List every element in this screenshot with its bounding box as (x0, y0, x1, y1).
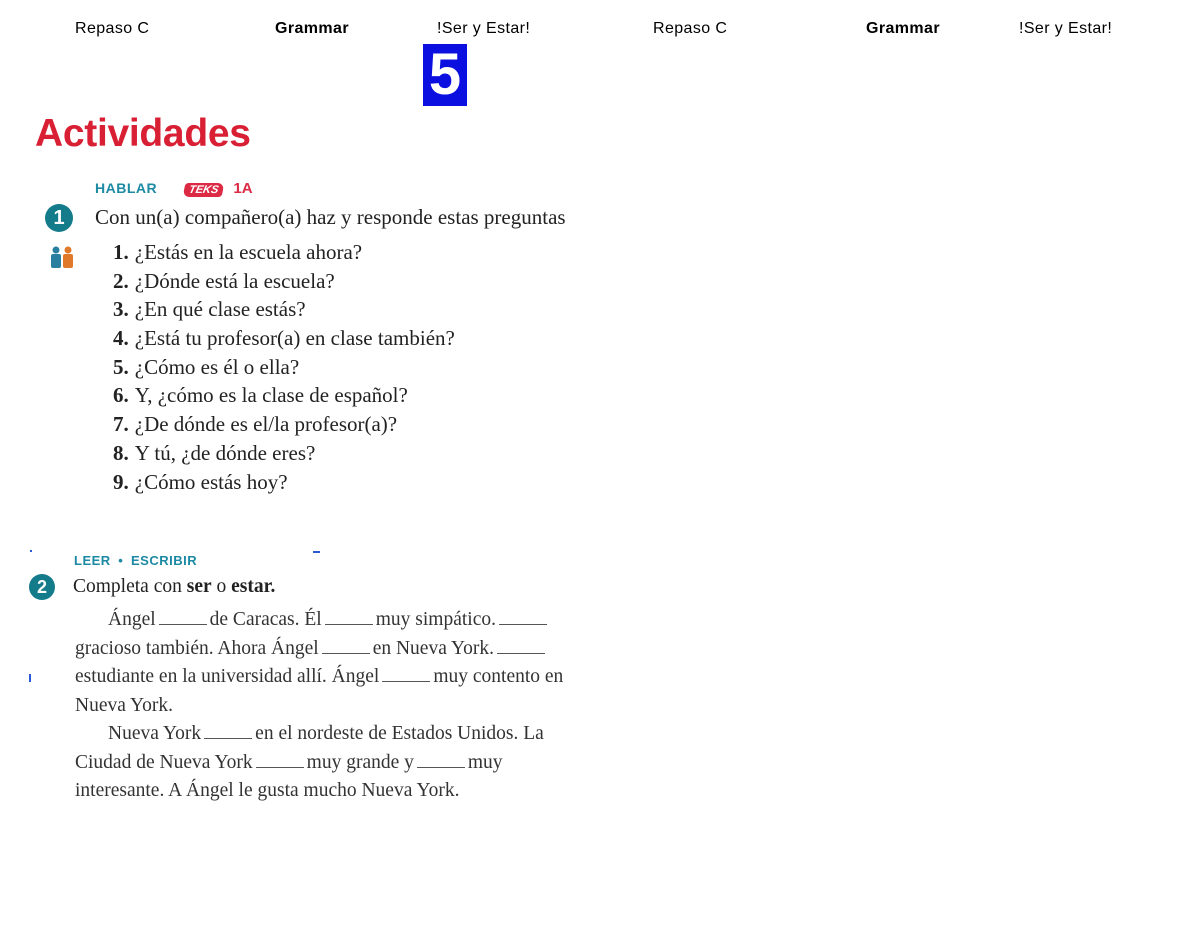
answer-blank[interactable] (159, 610, 207, 625)
activity2-passage: Ángel de Caracas. Él muy simpático. gracioso también. Ahora Ángel en Nueva York. estudiante en la universidad allí. Ángel muy contento en Nueva York. Nueva York en el nordeste de Estados Unidos. La Ciudad de Nueva York muy grande y muy interesante. A Ángel le gusta mucho Nueva York. (75, 609, 564, 801)
list-item: 3. ¿En qué clase estás? (113, 297, 306, 322)
answer-blank[interactable] (382, 667, 430, 682)
activity2-number-icon: 2 (29, 574, 55, 600)
activity2-skill-row (74, 553, 197, 568)
answer-blank[interactable] (497, 639, 545, 654)
page-number-box: 5 (423, 44, 467, 106)
activity1-number-icon: 1 (45, 204, 73, 232)
answer-blank[interactable] (256, 753, 304, 768)
page-title: Actividades (35, 112, 251, 155)
answer-blank[interactable] (204, 724, 252, 739)
header-course-right: Repaso C (653, 20, 728, 37)
pair-work-icon (48, 246, 76, 268)
list-item: 1. ¿Estás en la escuela ahora? (113, 240, 363, 264)
activity1-skill-label: HABLAR (95, 180, 158, 196)
list-item: 8. Y tú, ¿de dónde eres? (113, 440, 316, 465)
list-item: 5. ¿Cómo es él o ella? (113, 354, 300, 379)
header-course-left: Repaso C (75, 20, 150, 37)
header-topic-left: Grammar (275, 20, 349, 37)
teks-code: 1A (233, 180, 253, 197)
activity2-instruction: Completa con ser o estar. (73, 576, 276, 597)
stray-mark (29, 674, 31, 682)
header-topic-right: Grammar (866, 20, 940, 37)
answer-blank[interactable] (325, 610, 373, 625)
activity2-skill-leer: LEER (74, 553, 111, 568)
activity2-skill-escribir: ESCRIBIR (130, 553, 198, 568)
answer-blank[interactable] (322, 639, 370, 654)
answer-blank[interactable] (499, 610, 547, 625)
list-item: 6. Y, ¿cómo es la clase de español? (113, 383, 408, 408)
activity1-instruction: Con un(a) compañero(a) haz y responde estas preguntas (95, 205, 566, 229)
header-subtitle-left: !Ser y Estar! (437, 20, 531, 37)
list-item: 9. ¿Cómo estás hoy? (113, 469, 288, 494)
activity1-skill-row (95, 180, 253, 198)
activity1-question-list (113, 238, 455, 496)
skill-separator: • (118, 553, 124, 568)
stray-mark (30, 550, 32, 552)
stray-mark (313, 551, 320, 553)
list-item: 7. ¿De dónde es el/la profesor(a)? (113, 412, 398, 437)
list-item: 4. ¿Está tu profesor(a) en clase también? (113, 326, 455, 351)
answer-blank[interactable] (417, 753, 465, 768)
teks-badge: TEKS (182, 183, 224, 197)
header-subtitle-right: !Ser y Estar! (1019, 20, 1113, 37)
list-item: 2. ¿Dónde está la escuela? (113, 268, 335, 293)
